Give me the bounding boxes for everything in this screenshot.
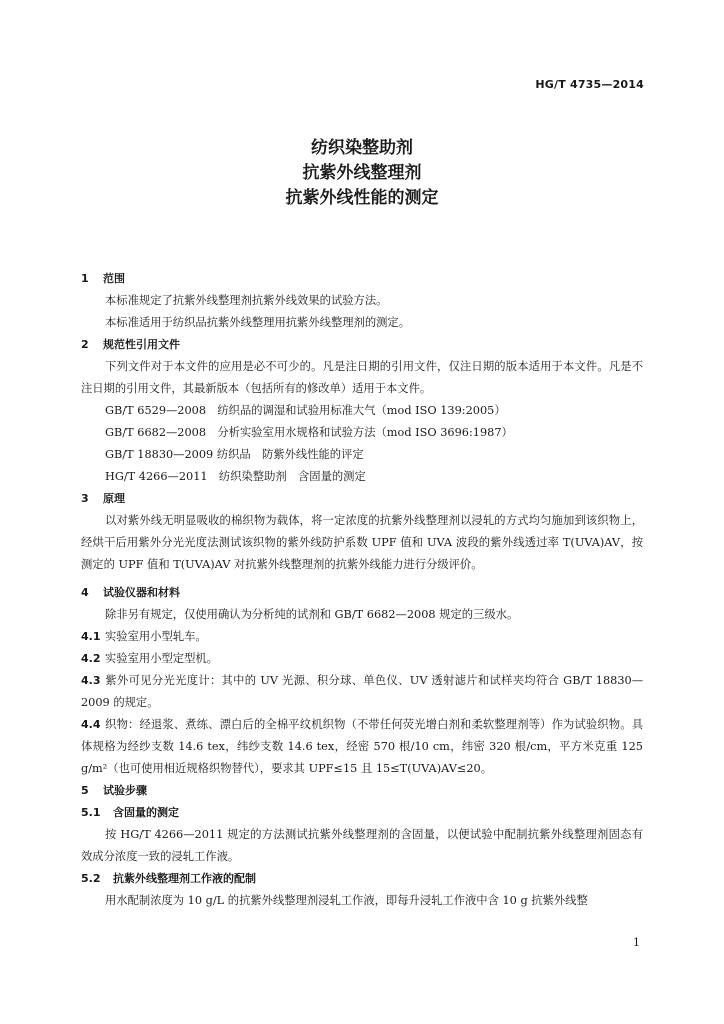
standard-code: HG/T 4735—2014 [535, 78, 644, 91]
section-1-paragraph-1: 本标准规定了抗紫外线整理剂抗紫外线效果的试验方法。 [105, 294, 388, 307]
reference-item: GB/T 6529—2008 纺织品的调湿和试验用标准大气（mod ISO 139:2005） [105, 404, 506, 417]
section-3-heading: 3 原理 [81, 492, 125, 505]
section-5-2-heading: 5.2 抗紫外线整理剂工作液的配制 [81, 872, 256, 885]
instrument-item: 4.1 实验室用小型轧车。 [81, 630, 207, 643]
document-body [81, 268, 643, 912]
section-3-paragraph-1: 以对紫外线无明显吸收的棉织物为载体，将一定浓度的抗紫外线整理剂以浸轧的方式均匀施加到该织物上，经烘干后用紫外分光光度法测试该织物的紫外线防护系数 UPF 值和 UVA 波段的紫外线透过率 T(UVA)AV，按测定的 UPF 值和 T(UVA)AV 对抗紫外线整理剂的抗紫外线能力进行分级评价。 [81, 514, 643, 571]
section-2-paragraph-1: 下列文件对于本文件的应用是必不可少的。凡是注日期的引用文件，仅注日期的版本适用于本文件。凡是不注日期的引用文件，其最新版本（包括所有的修改单）适用于本文件。 [81, 360, 643, 395]
title-line-1: 纺织染整助剂 [311, 138, 413, 158]
instrument-item: 4.3 紫外可见分光光度计：其中的 UV 光源、积分球、单色仪、UV 透射滤片和试样夹均符合 GB/T 18830—2009 的规定。 [81, 674, 643, 709]
section-1-paragraph-2: 本标准适用于纺织品抗紫外线整理用抗紫外线整理剂的测定。 [105, 316, 411, 329]
instrument-item: 4.4 织物：经退浆、煮练、漂白后的全棉平纹机织物（不带任何荧光增白剂和柔软整理剂等）作为试验织物。具体规格为经纱支数 14.6 tex，纬纱支数 14.6 tex，经密 570 根/10 cm，纬密 320 根/cm，平方米克重 125 g/m²（也可使用相近规格织物替代），要求其 UPF≤15 且 15≤T(UVA)AV≤20。 [81, 718, 643, 775]
reference-item: GB/T 18830—2009 纺织品 防紫外线性能的评定 [105, 448, 364, 461]
title-line-2: 抗紫外线整理剂 [302, 163, 422, 183]
title-line-3: 抗紫外线性能的测定 [285, 188, 439, 208]
section-5-1-heading: 5.1 含固量的测定 [81, 806, 179, 819]
page-number: 1 [633, 936, 640, 949]
section-2-heading: 2 规范性引用文件 [81, 338, 180, 351]
instrument-item: 4.2 实验室用小型定型机。 [81, 652, 218, 665]
section-5-1-paragraph: 按 HG/T 4266—2011 规定的方法测试抗紫外线整理剂的含固量，以便试验中配制抗紫外线整理剂固态有效成分浓度一致的浸轧工作液。 [81, 828, 643, 863]
document-title [0, 136, 724, 211]
section-1-heading: 1 范围 [81, 272, 125, 285]
section-4-paragraph-1: 除非另有规定，仅使用确认为分析纯的试剂和 GB/T 6682—2008 规定的三级水。 [105, 608, 519, 621]
reference-item: HG/T 4266—2011 纺织染整助剂 含固量的测定 [105, 470, 366, 483]
section-5-2-paragraph: 用水配制浓度为 10 g/L 的抗紫外线整理剂浸轧工作液，即每升浸轧工作液中含 10 g 抗紫外线整 [105, 894, 588, 907]
section-5-heading: 5 试验步骤 [81, 784, 147, 797]
reference-item: GB/T 6682—2008 分析实验室用水规格和试验方法（mod ISO 3696:1987） [105, 426, 513, 439]
section-4-heading: 4 试验仪器和材料 [81, 586, 180, 599]
